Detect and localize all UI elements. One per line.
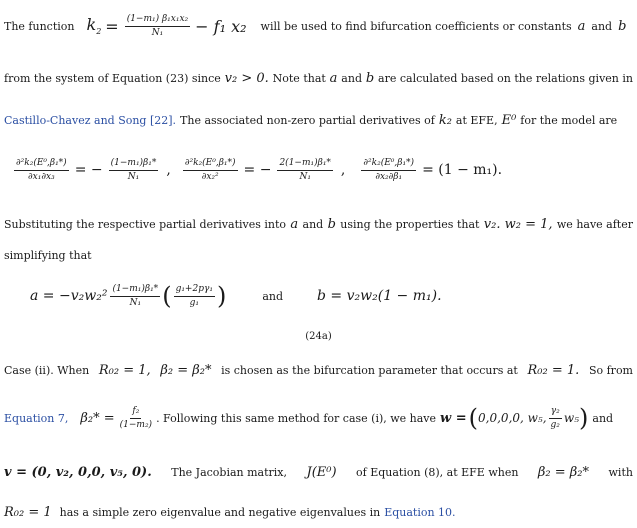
text-at-efe: at EFE, — [455, 113, 498, 127]
b-expression: b = v₂w₂(1 − m₁). — [317, 288, 442, 304]
condition-beta2: β₂ = β₂* — [160, 362, 212, 378]
text-and: and — [341, 71, 362, 85]
text-substituting: Substituting the respective partial derivatives into — [4, 217, 287, 231]
text-line-3 — [4, 110, 633, 130]
derivative-1-lhs: $\frac{\text{∂²k₂(E⁰,β₁*)}}{\text{∂x₁∂x₃}}$ — [16, 157, 67, 182]
close-paren: ) — [216, 282, 227, 310]
partial-derivatives-equation — [4, 150, 633, 190]
text-bifurcation-param: is chosen as the bifurcation parameter that occurs at — [221, 363, 518, 377]
a-inner-fraction: $\frac{\text{g₁+2pγ₁}}{\text{g₁}}$ — [175, 283, 213, 308]
derivative-2-rhs: $\frac{\text{2(1−m₁)β₁*}}{\text{N₁}}$ — [279, 157, 331, 182]
text-we-have-after: we have after — [556, 217, 633, 231]
derivative-2-eq: = − — [243, 162, 272, 178]
symbol-b: b — [327, 216, 336, 232]
condition-v2: v₂ > 0. — [224, 70, 269, 86]
jacobian-symbol: J(E⁰) — [306, 464, 337, 480]
text-bifurcation: will be used to find bifurcation coefficients or constants — [260, 19, 572, 33]
condition-r02: R₀₂ = 1 — [4, 504, 52, 520]
symbol-a: a — [577, 18, 586, 34]
text-following-method: . Following this same method for case (i), we have — [156, 411, 437, 425]
v-vector: v = (0, v₂, 0,0, v₅, 0). — [4, 464, 152, 480]
beta2-star: β₂* = — [80, 410, 115, 426]
coefficients-equation — [4, 276, 633, 316]
condition-r02-end: R₀₂ = 1. — [527, 362, 580, 378]
condition-v2w2: v₂. w₂ = 1, — [483, 216, 553, 232]
text-line-8 — [4, 462, 633, 482]
equation-7-link[interactable]: Equation 7, — [4, 411, 69, 425]
text-the-function: The function — [4, 19, 75, 33]
text-line-9 — [4, 502, 633, 522]
comma: , — [340, 162, 346, 178]
text-and: and — [591, 19, 613, 33]
text-simplifying: simplifying that — [4, 248, 92, 262]
text-using-properties: using the properties that — [340, 217, 480, 231]
a-lhs: a = −v₂w₂² — [30, 288, 108, 304]
text-note-that: Note that — [272, 71, 326, 85]
k2-tail: − f₁ x₂ — [195, 16, 247, 36]
derivative-3-rhs: = (1 − m₁). — [422, 162, 503, 178]
text-with: with — [608, 465, 633, 479]
symbol-b: b — [618, 18, 627, 34]
condition-r02: R₀₂ = 1, — [98, 362, 151, 378]
symbol-a: a — [329, 70, 338, 86]
condition-beta2: β₂ = β₂* — [537, 464, 590, 480]
k2-fraction: $\frac{\text{(1−m₁) β₁x₁x₂}}{\text{N₁}}$ — [126, 13, 189, 38]
comma: , — [166, 162, 171, 178]
text-of-equation-8: of Equation (8), at EFE when — [356, 465, 519, 479]
text-case-ii: Case (ii). When — [4, 363, 90, 377]
text-line-7 — [4, 398, 633, 438]
symbol-b: b — [365, 70, 375, 86]
w-vector-values: 0,0,0,0, w₅, — [478, 411, 547, 425]
text-line-6 — [4, 360, 633, 380]
text-and: and — [262, 289, 284, 303]
text-jacobian: The Jacobian matrix, — [171, 465, 287, 479]
text-eigenvalue: has a simple zero eigenvalue and negative eigenvalues in — [59, 505, 381, 519]
symbol-a: a — [290, 216, 299, 232]
text-for-model: for the model are — [520, 113, 618, 127]
citation-link[interactable]: Castillo-Chavez and Song [22]. — [4, 113, 177, 127]
a-fraction: $\frac{\text{(1−m₁)β₁*}}{\text{N₁}}$ — [112, 283, 159, 308]
close-paren: ) — [579, 404, 589, 432]
open-paren: ( — [162, 282, 172, 310]
equals-sign: = — [105, 16, 119, 36]
text-line-4 — [4, 214, 633, 234]
text-line-2 — [4, 68, 633, 88]
equation-number: (24a) — [305, 331, 332, 342]
derivative-3-lhs: $\frac{\text{∂²k₂(E⁰,β₁*)}}{\text{∂x₂∂β₁}}$ — [363, 157, 415, 182]
derivative-1-rhs: $\frac{\text{(1−m₁)β₁*}}{\text{N₁}}$ — [110, 157, 157, 182]
text-from-system: from the system of Equation (23) since — [4, 71, 221, 85]
w-vector-tail: w₅ — [563, 411, 580, 425]
text-line-5 — [4, 246, 633, 264]
open-paren: ( — [468, 404, 479, 432]
derivative-1-eq: = − — [74, 162, 103, 178]
text-partial-derivatives: The associated non-zero partial derivatives of — [180, 113, 435, 127]
text-so-from: So from — [588, 363, 633, 377]
equation-10-link[interactable]: Equation 10. — [384, 505, 456, 519]
k2-symbol: k₂ — [438, 112, 452, 128]
text-and: and — [302, 217, 324, 231]
text-calculated: are calculated based on the relations given in — [378, 71, 633, 85]
derivative-2-lhs: $\frac{\text{∂²k₂(E⁰,β₁*)}}{\text{∂x₂²}}$ — [184, 157, 236, 182]
e0-symbol: E⁰ — [501, 112, 517, 128]
f2-fraction: $\frac{\text{f₂}}{\text{(1−m₂)}}$ — [119, 405, 153, 430]
k2-symbol: $k_2$ — [86, 15, 102, 37]
text-line-1 — [4, 12, 633, 40]
w-vector-label: w = — [440, 410, 467, 426]
gamma-fraction: $\frac{\text{γ₂}}{\text{g₂}}$ — [550, 405, 560, 430]
text-and: and — [592, 411, 614, 425]
